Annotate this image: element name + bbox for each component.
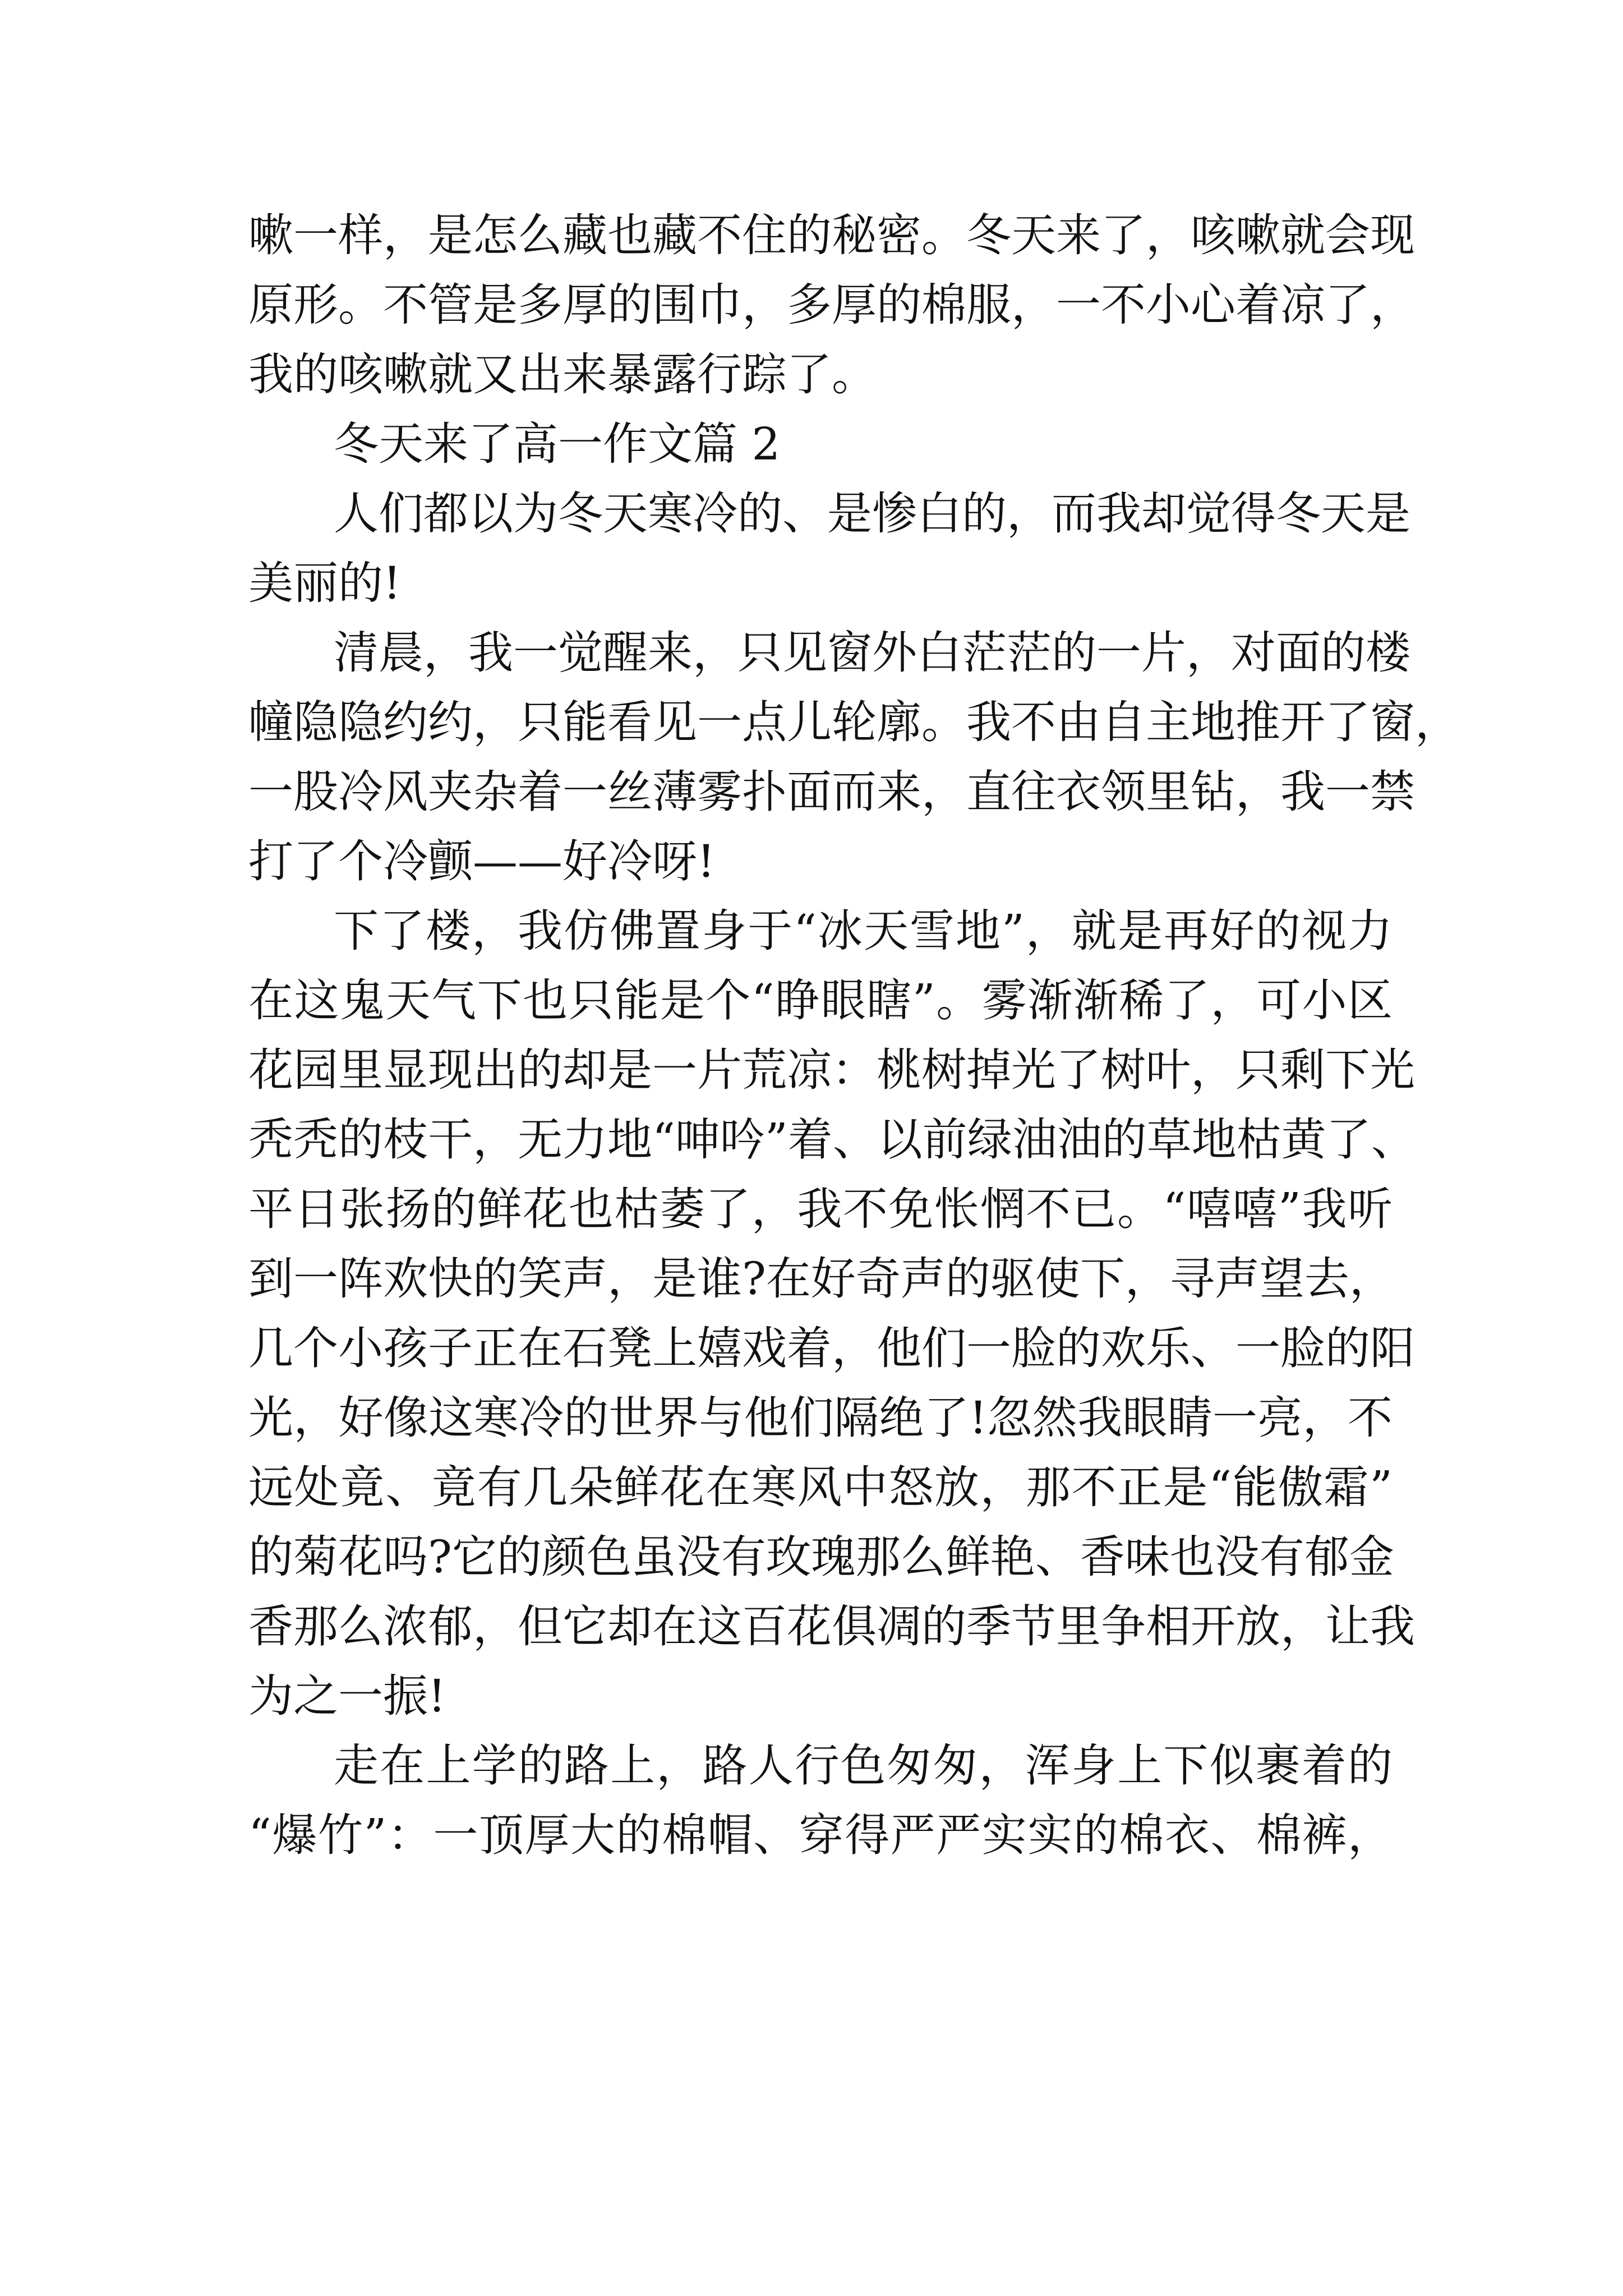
- text-line: 花园里显现出的却是一片荒凉：桃树掉光了树叶，只剩下光: [248, 1044, 1415, 1096]
- text-line: 幢隐隐约约，只能看见一点儿轮廓。我不由自主地推开了窗，: [248, 696, 1460, 748]
- text-line: 我的咳嗽就又出来暴露行踪了。: [248, 348, 877, 401]
- text-line: 平日张扬的鲜花也枯萎了，我不免怅惘不已。“嘻嘻”我听: [248, 1183, 1393, 1235]
- text-line: 秃秃的枝干，无力地“呻吟”着、以前绿油油的草地枯黄了、: [248, 1114, 1416, 1166]
- text-line: 在这鬼天气下也只能是个“睁眼瞎”。雾渐渐稀了，可小区: [248, 974, 1393, 1027]
- section-heading: 冬天来了高一作文篇 2: [334, 418, 781, 470]
- text-line: 几个小孩子正在石凳上嬉戏着，他们一脸的欢乐、一脸的阳: [248, 1322, 1415, 1374]
- text-line: 走在上学的路上，路人行色匆匆，浑身上下似裹着的: [334, 1740, 1393, 1792]
- text-line: 为之一振!: [248, 1670, 446, 1722]
- body-text: [248, 201, 1460, 1870]
- text-line: 光，好像这寒冷的世界与他们隔绝了!忽然我眼睛一亮，不: [248, 1392, 1393, 1444]
- text-line: 美丽的!: [248, 557, 402, 609]
- text-line: 的菊花吗?它的颜色虽没有玫瑰那么鲜艳、香味也没有郁金: [248, 1531, 1394, 1583]
- text-line: 远处竟、竟有几朵鲜花在寒风中怒放，那不正是“能傲霜”: [248, 1461, 1393, 1513]
- text-line: 清晨，我一觉醒来，只见窗外白茫茫的一片，对面的楼: [334, 627, 1410, 679]
- text-line: “爆竹”：一顶厚大的棉帽、穿得严严实实的棉衣、棉裤，: [248, 1809, 1393, 1861]
- text-line: 原形。不管是多厚的围巾，多厚的棉服，一不小心着凉了，: [248, 279, 1415, 331]
- text-line: 一股冷风夹杂着一丝薄雾扑面而来，直往衣领里钻，我一禁: [248, 766, 1415, 818]
- text-line: 人们都以为冬天寒冷的、是惨白的，而我却觉得冬天是: [334, 487, 1410, 540]
- text-line: 打了个冷颤——好冷呀!: [248, 835, 716, 887]
- text-line: 下了楼，我仿佛置身于“冰天雪地”，就是再好的视力: [334, 905, 1393, 957]
- text-line: 香那么浓郁，但它却在这百花俱凋的季节里争相开放，让我: [248, 1600, 1415, 1653]
- text-line: 嗽一样，是怎么藏也藏不住的秘密。冬天来了，咳嗽就会现: [248, 209, 1415, 261]
- text-line: 到一阵欢快的笑声，是谁?在好奇声的驱使下，寻声望去，: [248, 1253, 1394, 1305]
